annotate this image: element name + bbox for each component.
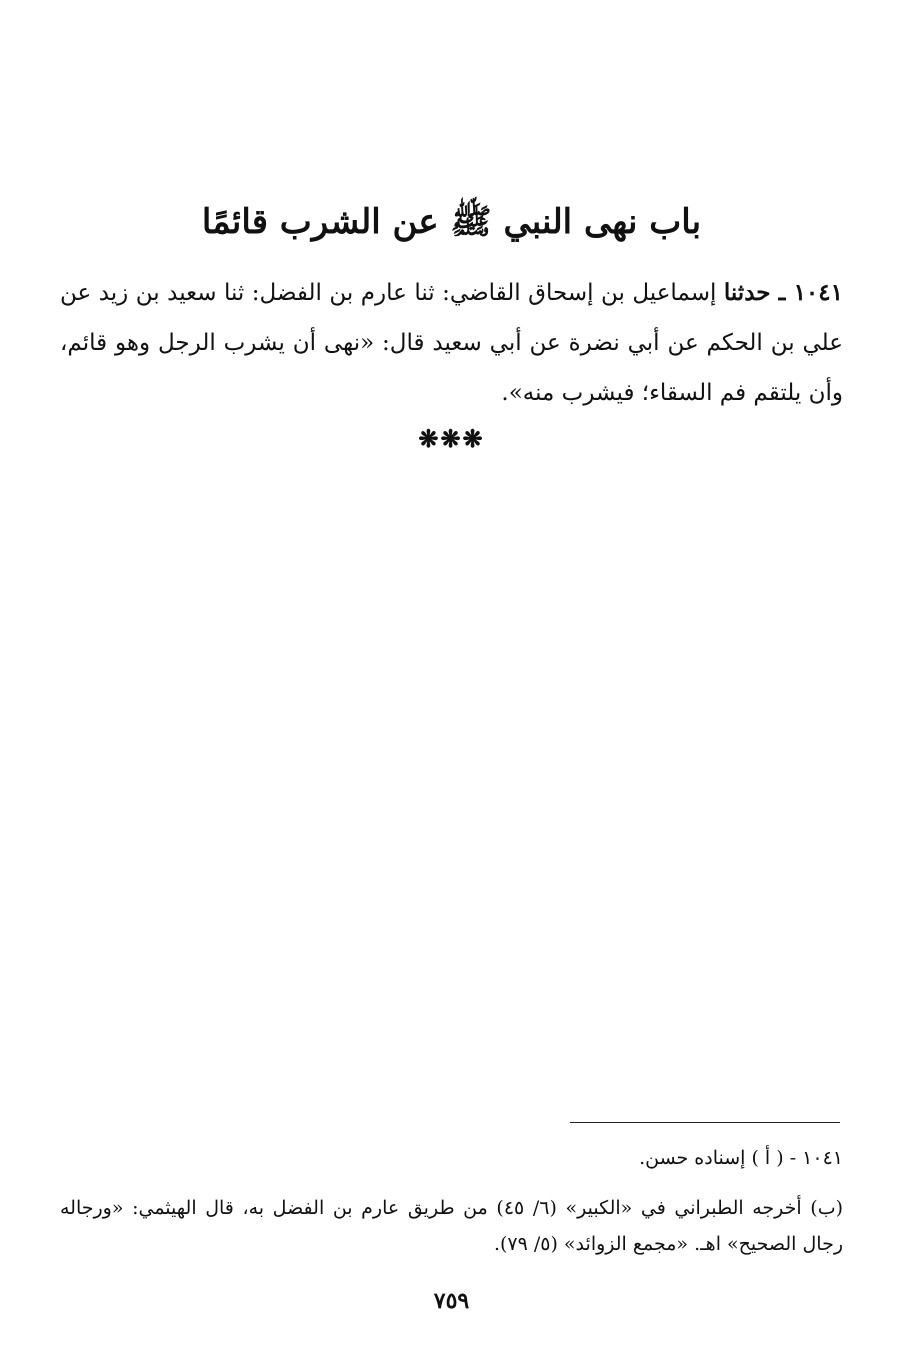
footnote-a: ١٠٤١ - ( أ ) إسناده حسن.: [639, 1147, 843, 1169]
hadith-dash: ـ: [770, 279, 794, 306]
hadith-number: ١٠٤١: [793, 279, 843, 306]
page-number: ٧٥٩: [433, 1288, 470, 1314]
hadith-body: إسماعيل بن إسحاق القاضي: ثنا عارم بن الفضل: ثنا سعيد بن زيد عن علي بن الحكم عن أبي نضرة عن أبي سعيد قال: «نهى أن يشرب الرجل وهو قائم، وأن يلتقم فم السقاء؛ فيشرب منه».: [60, 280, 843, 406]
hadith-text-block: [60, 268, 843, 418]
footnotes: [60, 1140, 843, 1262]
footnote-b: (ب) أخرجه الطبراني في «الكبير» (٦/ ٤٥) من طريق عارم بن الفضل به، قال الهيثمي: «ورجاله رجال الصحيح» اهـ. «مجمع الزوائد» (٥/ ٧٩).: [60, 1197, 843, 1255]
section-separator: ❋❋❋: [418, 424, 485, 453]
hadith-lead-word: حدثنا: [723, 279, 771, 306]
footnote-divider: [570, 1122, 840, 1123]
chapter-title: باب نهى النبي ﷺ عن الشرب قائمًا: [201, 202, 702, 242]
